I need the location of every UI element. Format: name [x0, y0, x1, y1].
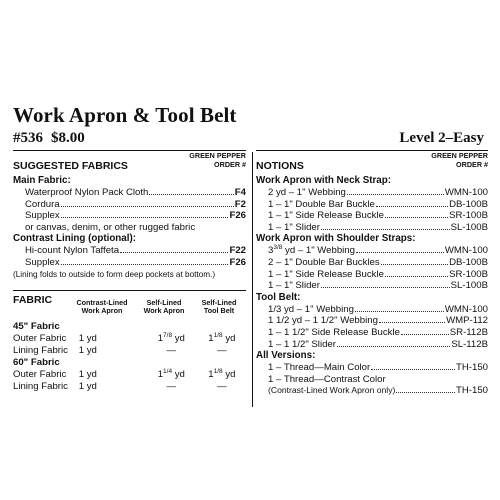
leader-dots: [401, 334, 449, 335]
order-code: SR-112B: [449, 326, 488, 338]
order-number-label: ORDER #: [456, 159, 488, 169]
fraction: 1/8: [213, 331, 223, 339]
leader-dots: [321, 229, 450, 230]
leader-dots: [149, 194, 233, 195]
notion-name: 1 – 1" Slider: [268, 280, 320, 292]
row-label: Outer Fabric: [13, 332, 67, 344]
difficulty-level: Level 2–Easy: [399, 130, 484, 146]
whole-number: 1: [157, 368, 164, 380]
contrast-lining-heading: Contrast Lining (optional):: [13, 233, 136, 245]
notions-column: [256, 150, 488, 397]
main-fabric-list: [13, 187, 246, 233]
leader-dots: [381, 264, 448, 265]
table-row: [13, 381, 246, 393]
table-row: [13, 369, 246, 381]
fabric-name: Supplex: [25, 210, 60, 222]
notions-title: NOTIONS: [256, 160, 304, 172]
order-code: SL-100B: [450, 280, 488, 292]
column-header-line: Work Apron: [81, 306, 123, 316]
column-header-self-apron: [135, 299, 193, 316]
notions-header: [256, 150, 488, 173]
leader-dots: [371, 369, 455, 370]
leader-dots: [396, 392, 455, 393]
leader-dots: [379, 322, 445, 323]
notion-item: 1 – Thread—Contrast Color: [268, 373, 386, 385]
notion-text: yd – 1" Webbing: [282, 245, 355, 257]
order-code: SL-100B: [450, 221, 488, 233]
unit: yd: [172, 368, 185, 380]
row-label: Outer Fabric: [13, 368, 67, 380]
shoulder-straps-list: [256, 245, 488, 291]
notion-name: 1 – 1" Slider: [268, 221, 320, 233]
fabric-table-title: FABRIC: [13, 293, 53, 306]
cell-value: —: [166, 380, 177, 392]
leader-dots: [120, 252, 228, 253]
main-fabric-note: or canvas, denim, or other rugged fabric: [25, 221, 196, 233]
leader-dots: [356, 252, 444, 253]
notion-item: [268, 385, 488, 397]
leader-dots: [61, 264, 229, 265]
column-divider: [252, 152, 253, 407]
notion-name: 1 – Thread—Main Color: [268, 362, 371, 374]
order-code: WMP-112: [446, 315, 488, 327]
main-fabric-heading: Main Fabric:: [13, 175, 71, 186]
width-60-heading: 60" Fabric: [13, 356, 60, 368]
notion-name: 1 – 1" Side Release Buckle: [268, 268, 384, 280]
supplier-label: [431, 152, 488, 169]
suggested-fabrics-header: [13, 150, 246, 173]
cell-value: —: [217, 344, 227, 356]
supplier-label: [189, 152, 246, 169]
shoulder-straps-heading: Work Apron with Shoulder Straps:: [256, 233, 416, 245]
cell-value: 1 yd: [78, 368, 97, 380]
fabric-item: [25, 187, 246, 199]
notion-item: [268, 304, 488, 316]
neck-strap-list: [256, 187, 488, 233]
unit: yd: [222, 368, 236, 380]
order-code: SR-100B: [449, 210, 488, 222]
supplier-name: GREEN PEPPER: [189, 151, 246, 160]
fabric-name: Waterproof Nylon Pack Cloth: [25, 187, 149, 198]
notion-item: [268, 280, 488, 292]
leader-dots: [385, 276, 448, 277]
fabric-name: Hi-count Nylon Taffeta: [25, 245, 120, 257]
order-code: F26: [229, 256, 246, 268]
notion-item: [268, 257, 488, 269]
notion-name: 1 – 1 1/2" Side Release Buckle: [268, 326, 400, 338]
leader-dots: [347, 194, 444, 195]
order-code: WMN-100: [444, 245, 488, 257]
unit: yd: [222, 332, 236, 344]
fabric-item: [25, 245, 246, 257]
notion-item: [268, 339, 488, 351]
fabric-item: [25, 257, 246, 269]
cell-value: [198, 333, 246, 345]
notion-item: [268, 245, 488, 257]
whole-number: 1: [208, 368, 214, 380]
column-header-contrast-apron: [68, 299, 136, 316]
leader-dots: [376, 206, 448, 207]
lining-note: (Lining folds to outside to form deep pockets at bottom.): [13, 269, 216, 279]
notion-name: 1 – 1" Double Bar Buckle: [268, 198, 375, 210]
leader-dots: [385, 217, 448, 218]
notion-name: 1 – 1" Side Release Buckle: [268, 210, 384, 222]
order-code: WMN-100: [444, 303, 488, 315]
cell-value: 1 yd: [78, 344, 97, 356]
fabric-yardage-table: [13, 321, 246, 393]
leader-dots: [321, 287, 450, 288]
order-code: DB-100B: [449, 256, 488, 268]
notion-name: 2 yd – 1" Webbing: [268, 187, 346, 198]
notion-name: 1 – 1 1/2" Slider: [268, 338, 336, 350]
whole-number: 1: [208, 332, 214, 344]
cell-value: 1 yd: [78, 332, 97, 344]
cell-value: [145, 333, 198, 345]
notion-name: [268, 245, 355, 257]
notion-item: [268, 210, 488, 222]
notion-name: 2 – 1" Double Bar Buckles: [268, 256, 380, 268]
notion-item: [268, 187, 488, 199]
fraction: 1/8: [213, 367, 223, 375]
whole-number: 1: [157, 332, 164, 344]
fabric-table-header: [13, 290, 246, 321]
notion-item: [268, 362, 488, 374]
width-45-heading: 45" Fabric: [13, 320, 60, 332]
cell-value: [198, 369, 246, 381]
tool-belt-heading: Tool Belt:: [256, 291, 301, 303]
notion-name: 1 1/2 yd – 1 1/2" Webbing: [268, 315, 378, 327]
notion-item: [268, 327, 488, 339]
column-header-line: Contrast-Lined: [76, 297, 128, 307]
pattern-id-price: [13, 130, 93, 147]
pattern-price: $8.00: [51, 130, 85, 146]
table-row: [13, 321, 246, 333]
pattern-title: Work Apron & Tool Belt: [13, 103, 237, 127]
order-code: F26: [229, 210, 246, 222]
notion-item: [268, 222, 488, 234]
order-number-label: ORDER #: [214, 159, 246, 169]
neck-strap-heading: Work Apron with Neck Strap:: [256, 175, 391, 186]
table-row: [13, 345, 246, 357]
table-row: [13, 357, 246, 369]
cell-value: 1 yd: [78, 380, 97, 392]
fabric-name: Cordura: [25, 198, 60, 210]
suggested-fabrics-title: SUGGESTED FABRICS: [13, 160, 128, 172]
row-label: Lining Fabric: [13, 344, 68, 356]
notion-item: [268, 269, 488, 281]
column-header-line: Self-Lined: [201, 297, 237, 307]
order-code: F22: [229, 245, 246, 257]
fraction: 1/4: [163, 367, 173, 375]
fraction: 7/8: [163, 331, 173, 339]
supplier-name: GREEN PEPPER: [431, 151, 488, 160]
all-versions-heading: All Versions:: [256, 350, 316, 362]
order-code: TH-150: [456, 385, 488, 397]
column-header-line: Work Apron: [143, 306, 185, 316]
leader-dots: [61, 206, 234, 207]
order-code: DB-100B: [449, 198, 488, 210]
notion-name: 1/3 yd – 1" Webbing: [268, 303, 354, 315]
row-label: Lining Fabric: [13, 380, 68, 392]
notion-item: [268, 315, 488, 327]
unit: yd: [172, 332, 185, 344]
fabrics-column: [13, 150, 246, 393]
notion-item: [268, 199, 488, 211]
order-code: WMN-100: [444, 187, 488, 198]
fraction: 3/8: [273, 244, 283, 252]
column-header-line: Tool Belt: [203, 306, 235, 316]
fabric-item: [25, 210, 246, 222]
leader-dots: [355, 311, 444, 312]
cell-value: —: [166, 344, 177, 356]
table-row: [13, 333, 246, 345]
notion-name: (Contrast-Lined Work Apron only): [268, 385, 396, 396]
order-code: TH-150: [456, 362, 488, 374]
whole-number: 3: [268, 245, 274, 257]
column-header-tool-belt: [193, 299, 245, 316]
order-code: F4: [234, 187, 246, 198]
all-versions-list: [256, 362, 488, 397]
order-code: SL-112B: [451, 338, 488, 350]
order-code: F2: [234, 198, 246, 210]
contrast-lining-list: [13, 245, 246, 268]
tool-belt-list: [256, 304, 488, 350]
cell-value: —: [217, 380, 227, 392]
leader-dots: [61, 217, 229, 218]
cell-value: [145, 369, 198, 381]
leader-dots: [337, 346, 450, 347]
fabric-item: [25, 199, 246, 211]
order-code: SR-100B: [449, 268, 488, 280]
column-header-line: Self-Lined: [146, 297, 182, 307]
fabric-name: Supplex: [25, 256, 60, 268]
pattern-number: #536: [13, 130, 43, 146]
